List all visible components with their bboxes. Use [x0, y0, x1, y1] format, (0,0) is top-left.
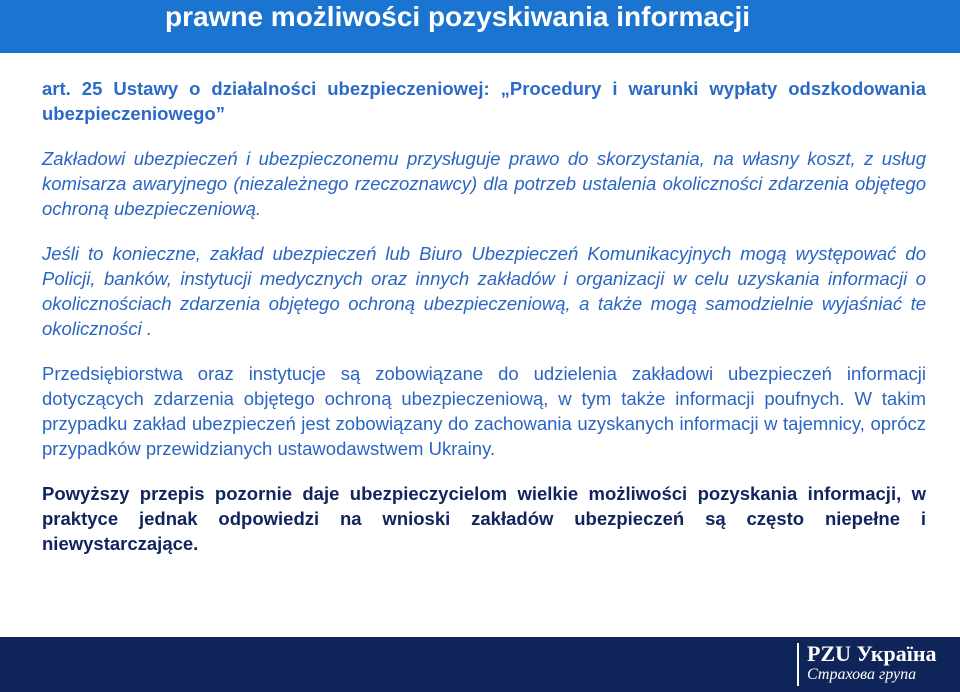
- logo-line-2: Страхова група: [807, 666, 917, 683]
- slide-content: [42, 76, 926, 576]
- paragraph-right-to-expert: Zakładowi ubezpieczeń i ubezpieczonemu przysługuje prawo do skorzystania, na własny koszt, z usług komisarza awaryjnego (niezależnego rzeczoznawcy) dla potrzeb ustalenia okoliczności zdarzenia objętego ochroną ubezpieczeniową.: [42, 148, 926, 219]
- page-title: prawne możliwości pozyskiwania informacji: [165, 1, 751, 32]
- pzu-ukraina-logo: [797, 643, 937, 686]
- logo-line-1: PZU Україна: [807, 641, 937, 666]
- paragraph-conclusion: Powyższy przepis pozornie daje ubezpieczycielom wielkie możliwości pozyskania informacji, w praktyce jednak odpowiedzi na wnioski zakładów ubezpieczeń są często niepełne i niewystarczające.: [42, 483, 926, 554]
- paragraph-requests-to-institutions: Jeśli to konieczne, zakład ubezpieczeń lub Biuro Ubezpieczeń Komunikacyjnych mogą występować do Policji, banków, instytucji medycznych oraz innych zakładów i organizacji w celu uzyskania informacji o okolicznościach zdarzenia objętego ochroną ubezpieczeniową, a także mogą samodzielnie wyjaśniać te okoliczności .: [42, 243, 926, 339]
- article-heading: art. 25 Ustawy o działalności ubezpieczeniowej: „Procedury i warunki wypłaty odszkodowania ubezpieczeniowego”: [42, 78, 926, 124]
- footer-bar: [0, 637, 960, 692]
- paragraph-obligation-to-provide: Przedsiębiorstwa oraz instytucje są zobowiązane do udzielenia zakładowi ubezpieczeń informacji dotyczących zdarzenia objętego ochroną ubezpieczeniową, w tym także informacji poufnych. W takim przypadku zakład ubezpieczeń jest zobowiązany do zachowania uzyskanych informacji w tajemnicy, oprócz przypadków przewidzianych ustawodawstwem Ukrainy.: [42, 363, 926, 459]
- title-bar: [0, 0, 960, 53]
